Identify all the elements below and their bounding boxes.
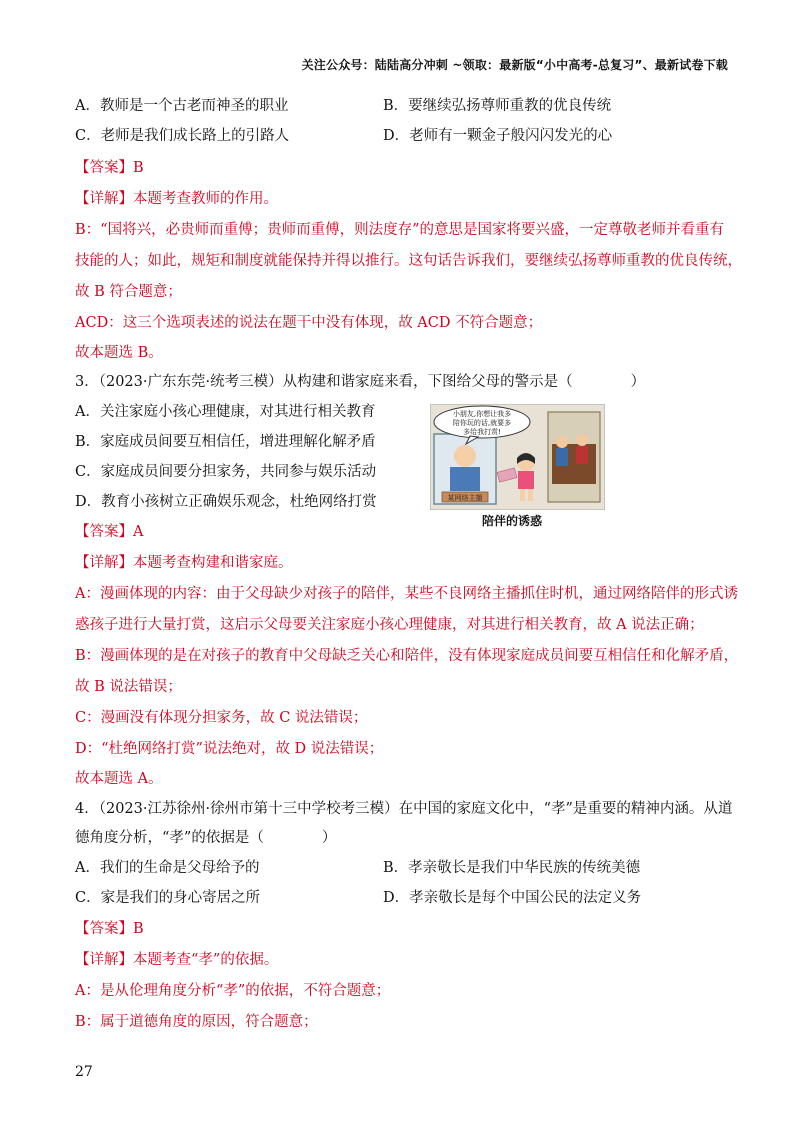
cartoon-bubble-line-2: 陪你玩的话,就要多 xyxy=(452,419,512,427)
q4-option-d: D．孝亲敬长是每个中国公民的法定义务 xyxy=(383,890,642,906)
q4-explain-a: A：是从伦理角度分析“孝”的依据，不符合题意； xyxy=(75,983,391,999)
q3-answer: 【答案】A xyxy=(75,524,144,540)
q3-stem: 3．（2023·广东东莞·统考三模）从构建和谐家庭来看，下图给父母的警示是（ ） xyxy=(75,374,646,390)
q3-option-c: C．家庭成员间要分担家务，共同参与娱乐活动 xyxy=(75,464,377,480)
q3-explain-c: C：漫画没有体现分担家务，故 C 说法错误； xyxy=(75,710,368,726)
q4-answer: 【答案】B xyxy=(75,921,144,937)
q3-conclusion: 故本题选 A。 xyxy=(75,771,163,787)
cartoon-caption: 陪伴的诱惑 xyxy=(482,514,543,528)
cartoon-sign-text: 某网络主播 xyxy=(447,494,483,502)
q2-option-c: C．老师是我们成长路上的引路人 xyxy=(75,128,290,144)
q2-option-b: B．要继续弘扬尊师重教的优良传统 xyxy=(383,98,612,114)
q2-option-a: A．教师是一个古老而神圣的职业 xyxy=(75,98,289,114)
q3-explain-b-2: 故 B 说法错误； xyxy=(75,679,182,695)
q4-stem-1: 4．（2023·江苏徐州·徐州市第十三中学校考三模）在中国的家庭文化中，“孝”是重要的精神内涵。从道 xyxy=(75,801,733,817)
q3-option-b: B．家庭成员间要互相信任，增进理解化解矛盾 xyxy=(75,434,376,450)
q3-explain-a-1: A：漫画体现的内容：由于父母缺少对孩子的陪伴，某些不良网络主播抓住时机，通过网络陪伴的形式诱 xyxy=(75,586,738,602)
q2-explain-b-2: 技能的人；如此，规矩和制度就能保持并得以推行。这句话告诉我们，要继续弘扬尊师重教的优良传统， xyxy=(75,253,742,269)
q3-explain-a-2: 惑孩子进行大量打赏，这启示父母要关注家庭小孩心理健康，对其进行相关教育，故 A 说法正确； xyxy=(75,617,704,633)
q3-explain-d: D：“杜绝网络打赏”说法绝对，故 D 说法错误； xyxy=(75,741,384,757)
q4-stem-2: 德角度分析，“孝”的依据是（ ） xyxy=(75,830,337,846)
cartoon-bubble-line-1: 小朋友,你想让我多 xyxy=(452,410,512,418)
page-number: 27 xyxy=(75,1064,93,1080)
q2-detail: 【详解】本题考查教师的作用。 xyxy=(75,191,278,207)
cartoon-bubble-line-3: 多给我打赏! xyxy=(463,428,501,436)
q4-option-b: B．孝亲敬长是我们中华民族的传统美德 xyxy=(383,860,641,876)
q3-option-a: A．关注家庭小孩心理健康，对其进行相关教育 xyxy=(75,404,376,420)
q2-answer: 【答案】B xyxy=(75,160,144,176)
q2-explain-b-1: B：“国将兴，必贵师而重傅；贵师而重傅，则法度存”的意思是国家将要兴盛，一定尊敬老师并看重有 xyxy=(75,222,724,238)
cartoon-illustration xyxy=(430,404,605,510)
q2-explain-acd: ACD：这三个选项表述的说法在题干中没有体现，故 ACD 不符合题意； xyxy=(75,315,543,331)
q2-conclusion: 故本题选 B。 xyxy=(75,345,163,361)
q4-option-c: C．家是我们的身心寄居之所 xyxy=(75,890,261,906)
q4-option-a: A．我们的生命是父母给予的 xyxy=(75,860,260,876)
q2-explain-b-3: 故 B 符合题意； xyxy=(75,284,182,300)
q4-detail: 【详解】本题考查“孝”的依据。 xyxy=(75,952,279,968)
page-header: 关注公众号：陆陆高分冲刺 ~领取：最新版“小中高考-总复习”、最新试卷下载 xyxy=(301,58,728,72)
q3-detail: 【详解】本题考查构建和谐家庭。 xyxy=(75,555,293,571)
q2-option-d: D．老师有一颗金子般闪闪发光的心 xyxy=(383,128,613,144)
q3-explain-b-1: B：漫画体现的是在对孩子的教育中父母缺乏关心和陪伴，没有体现家庭成员间要互相信任和化解矛盾， xyxy=(75,648,739,664)
q3-option-d: D．教育小孩树立正确娱乐观念，杜绝网络打赏 xyxy=(75,494,377,510)
q4-explain-b: B：属于道德角度的原因，符合题意； xyxy=(75,1014,318,1030)
